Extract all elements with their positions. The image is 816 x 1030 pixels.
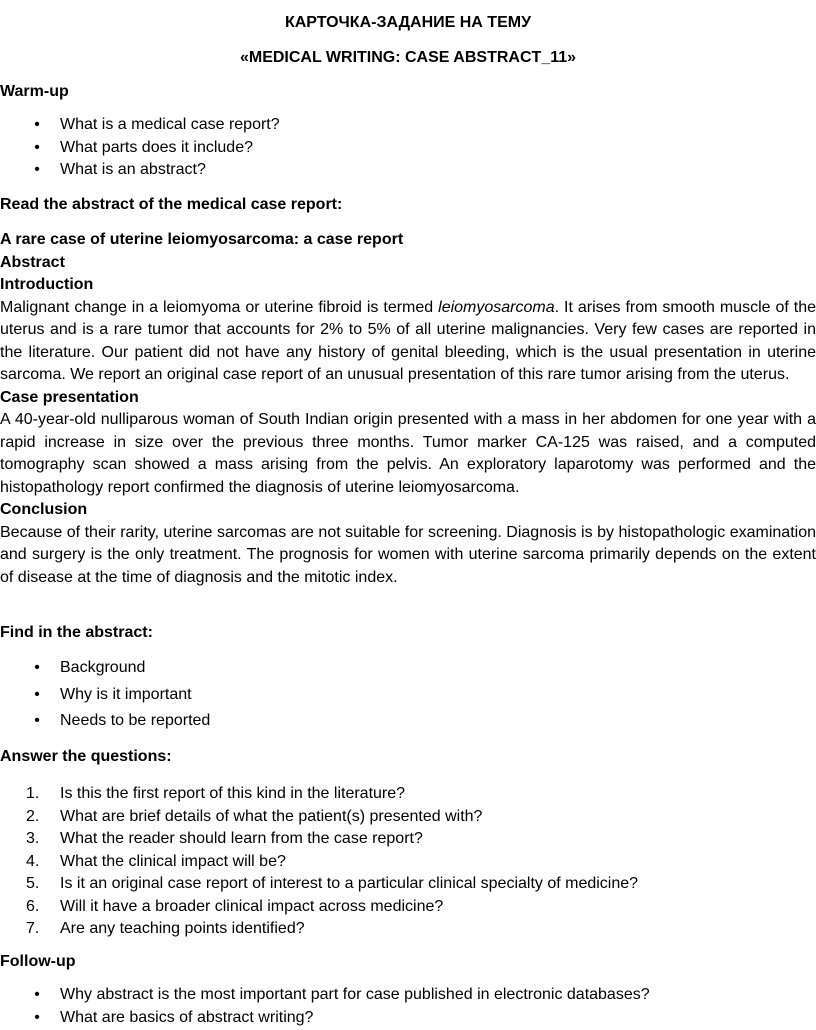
case-presentation-text: A 40-year-old nulliparous woman of South Indian origin presented with a mass in her abdomen for one year with a rapid increase in size over the previous three months. Tumor marker CA-125 was raised, and a computed tomography scan showed a mass arising from the pelvis. An exploratory laparotomy was performed and the histopathology report confirmed the diagnosis of uterine leiomyosarcoma. — [0, 411, 816, 496]
followup-heading: Follow-up — [0, 953, 76, 970]
find-section — [0, 622, 816, 645]
list-number: 5. — [26, 875, 40, 892]
bullet-icon: • — [34, 659, 40, 676]
list-item-text: Why abstract is the most important part for case published in electronic databases? — [60, 986, 650, 1003]
list-item — [0, 159, 816, 182]
list-number: 7. — [26, 920, 40, 937]
list-item — [0, 783, 816, 806]
list-item — [0, 1007, 816, 1030]
warmup-list-wrap — [0, 114, 816, 182]
questions-list — [0, 783, 816, 941]
followup-list-wrap — [0, 984, 816, 1029]
list-item-text: What the clinical impact will be? — [60, 852, 286, 870]
list-item-text: What is an abstract? — [60, 161, 206, 178]
introduction-text-part: . It arises from smooth muscle of the uterus and is a rare tumor that accounts for 2% to 5% of all uterine malignancies. Very few cases are reported in the literature. Our patient did not have any history of genital bleeding, which is the usual presentation in uterine sarcoma. We report an original case report of an unusual presentation of this rare tumor arising from the uterus. — [0, 298, 816, 383]
list-item — [0, 657, 816, 680]
bullet-icon: • — [34, 116, 40, 133]
read-instruction: Read the abstract of the medical case report: — [0, 196, 343, 213]
list-number: 4. — [26, 852, 40, 870]
list-item-text: Background — [60, 659, 146, 676]
bullet-icon: • — [34, 712, 40, 729]
find-list-wrap — [0, 657, 816, 733]
abstract-heading: Abstract — [0, 253, 65, 271]
list-item-text: Is it an original case report of interest to a particular clinical specialty of medicine? — [60, 875, 639, 892]
questions-list-wrap — [0, 783, 816, 941]
article-title: A rare case of uterine leiomyosarcoma: a case report — [0, 231, 404, 248]
introduction-text-part: Malignant change in a leiomyoma or uterine fibroid is termed — [0, 298, 439, 316]
list-item — [0, 984, 816, 1007]
list-item-text: What is a medical case report? — [60, 116, 280, 133]
introduction-heading: Introduction — [0, 276, 94, 293]
bullet-icon: • — [34, 986, 40, 1003]
warmup-section — [0, 81, 816, 104]
conclusion-heading: Conclusion — [0, 501, 88, 518]
list-item-text: Are any teaching points identified? — [60, 920, 305, 937]
list-item-text: Needs to be reported — [60, 712, 211, 729]
list-number: 3. — [26, 830, 40, 847]
list-number: 2. — [26, 807, 40, 825]
list-item — [0, 896, 816, 919]
bullet-icon: • — [34, 1008, 40, 1026]
find-list — [0, 657, 816, 733]
introduction-term: leiomyosarcoma — [438, 298, 555, 316]
bullet-icon: • — [34, 685, 40, 703]
list-item — [0, 684, 816, 707]
list-item-text: Will it have a broader clinical impact across medicine? — [60, 897, 444, 915]
list-item — [0, 918, 816, 941]
list-item — [0, 137, 816, 160]
list-item — [0, 851, 816, 874]
list-number: 1. — [26, 785, 40, 802]
list-item — [0, 114, 816, 137]
questions-section — [0, 746, 816, 769]
case-presentation-heading: Case presentation — [0, 388, 139, 406]
list-item-text: What parts does it include? — [60, 138, 253, 156]
list-item-text: What the reader should learn from the case report? — [60, 830, 423, 847]
article — [0, 229, 816, 589]
list-number: 6. — [26, 897, 40, 915]
bullet-icon: • — [34, 161, 40, 178]
questions-heading: Answer the questions: — [0, 748, 172, 765]
list-item-text: What are basics of abstract writing? — [60, 1008, 314, 1026]
list-item — [0, 828, 816, 851]
conclusion-text: Because of their rarity, uterine sarcomas are not suitable for screening. Diagnosis is by histopathologic examination and surgery is the only treatment. The prognosis for women with uterine sarcoma primarily depends on the extent of disease at the time of diagnosis and the mitotic index. — [0, 523, 816, 586]
list-item-text: Why is it important — [60, 685, 192, 703]
list-item-text: Is this the first report of this kind in the literature? — [60, 785, 406, 802]
introduction-text — [0, 297, 816, 387]
warmup-heading: Warm-up — [0, 83, 69, 100]
list-item-text: What are brief details of what the patient(s) presented with? — [60, 807, 483, 825]
bullet-icon: • — [34, 138, 40, 156]
find-heading: Find in the abstract: — [0, 624, 153, 641]
page-title-line-1: КАРТОЧКА-ЗАДАНИЕ НА ТЕМУ — [284, 14, 532, 31]
list-item — [0, 873, 816, 896]
list-item — [0, 710, 816, 733]
followup-list — [0, 984, 816, 1029]
followup-section — [0, 951, 816, 974]
read-section — [0, 194, 816, 217]
page-title-line-2: «MEDICAL WRITING: CASE ABSTRACT_11» — [239, 49, 577, 66]
warmup-list — [0, 114, 816, 182]
list-item — [0, 806, 816, 829]
